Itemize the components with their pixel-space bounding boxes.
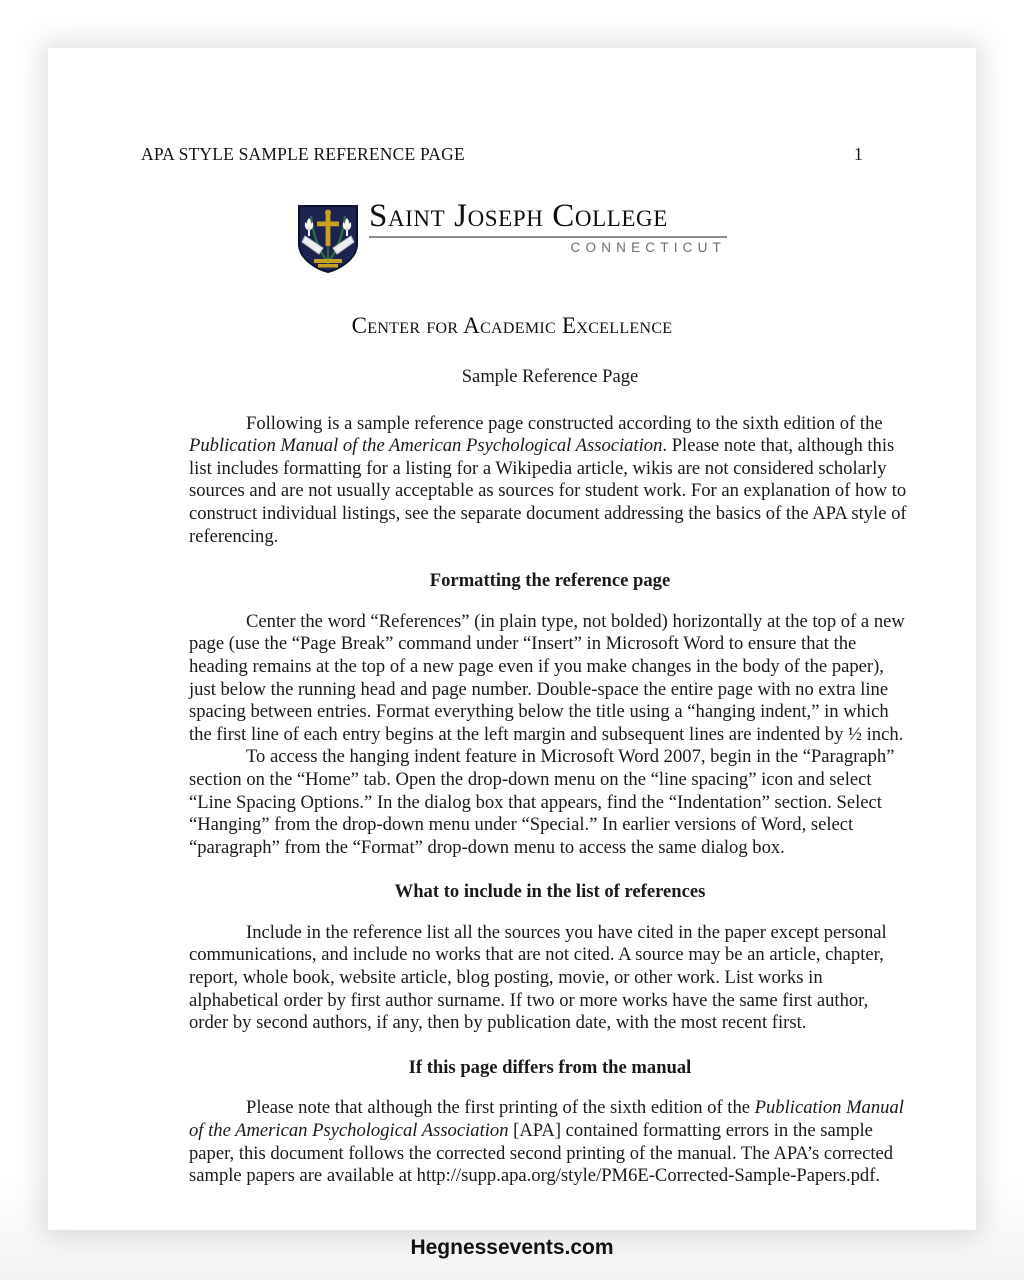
intro-text-1: Following is a sample reference page constructed according to the sixth edition of the — [246, 412, 883, 434]
wordmark-divider — [369, 236, 727, 238]
site-watermark: Hegnessevents.com — [410, 1236, 614, 1259]
section-heading-differs-from-manual: If this page differs from the manual — [408, 1056, 692, 1078]
differs-from-manual-paragraph — [189, 1097, 911, 1187]
differs-text-1: Please note that although the first printing of the sixth edition of the — [246, 1097, 755, 1119]
differs-italic-citation: Publication Manual of the American Psychological Association — [189, 1097, 904, 1142]
letterhead-logo — [48, 200, 976, 255]
what-to-include-paragraph: Include in the reference list all the sources you have cited in the paper except personal communications, and include no works that are not cited. A source may be an article, chapter, report, whole book, website article, blog posting, movie, or other work. List works in alphabetical order by first author surname. If two or more works have the same first author, order by second authors, if any, then by publication date, with the most recent first. — [189, 921, 887, 1034]
formatting-paragraph-2: To access the hanging indent feature in Microsoft Word 2007, begin in the “Paragraph” section on the “Home” tab. Open the drop-down menu on the “line spacing” icon and select “Line Spacing Options.” In the dialog box that appears, find the “Indentation” section. Select “Hanging” from the drop-down menu under “Special.” In earlier versions of Word, select “paragraph” from the “Format” drop-down menu to access the same dialog box. — [189, 746, 895, 858]
differs-text-2: [APA] contained formatting errors in the sample paper, this document follows the corrected second printing of the manual. The APA’s corrected sample papers are available at http://supp.apa.org/style/PM6E-Corrected-Sample-Papers.pdf. — [189, 1120, 894, 1187]
college-state-label: CONNECTICUT — [570, 239, 726, 255]
intro-text-2: . Please note that, although this list includes formatting for a listing for a Wikipedia article, wikis are not considered scholarly sources and are not usually acceptable as sources for student work. For an explanation of how to construct individual listings, see the separate document addressing the basics of the APA style of referencing. — [189, 435, 907, 547]
running-head — [141, 144, 863, 165]
page-number: 1 — [854, 144, 863, 164]
running-head-title: APA STYLE SAMPLE REFERENCE PAGE — [141, 144, 465, 164]
formatting-paragraph-1: Center the word “References” (in plain type, not bolded) horizontally at the top of a new page (use the “Page Break” command under “Insert” in Microsoft Word to ensure that the heading remains at the top of a new page even if you make changes in the body of the paper), just below the running head and page number. Double-space the entire page with no extra line spacing between entries. Format everything below the title using a “hanging indent,” in which the first line of each entry begins at the left margin and subsequent lines are indented by ½ inch. — [189, 610, 905, 745]
section-heading-formatting: Formatting the reference page — [429, 570, 671, 592]
intro-paragraph — [189, 413, 911, 549]
department-label: Center for Academic Excellence — [351, 313, 673, 338]
document-page — [48, 48, 976, 1230]
intro-italic-citation: Publication Manual of the American Psychological Association — [189, 435, 663, 457]
document-title: Sample Reference Page — [461, 366, 639, 387]
saint-joseph-college-shield-crest — [297, 204, 359, 274]
document-body — [189, 366, 911, 1188]
section-heading-what-to-include: What to include in the list of references — [394, 881, 706, 903]
college-wordmark: Saint Joseph College — [369, 198, 668, 234]
